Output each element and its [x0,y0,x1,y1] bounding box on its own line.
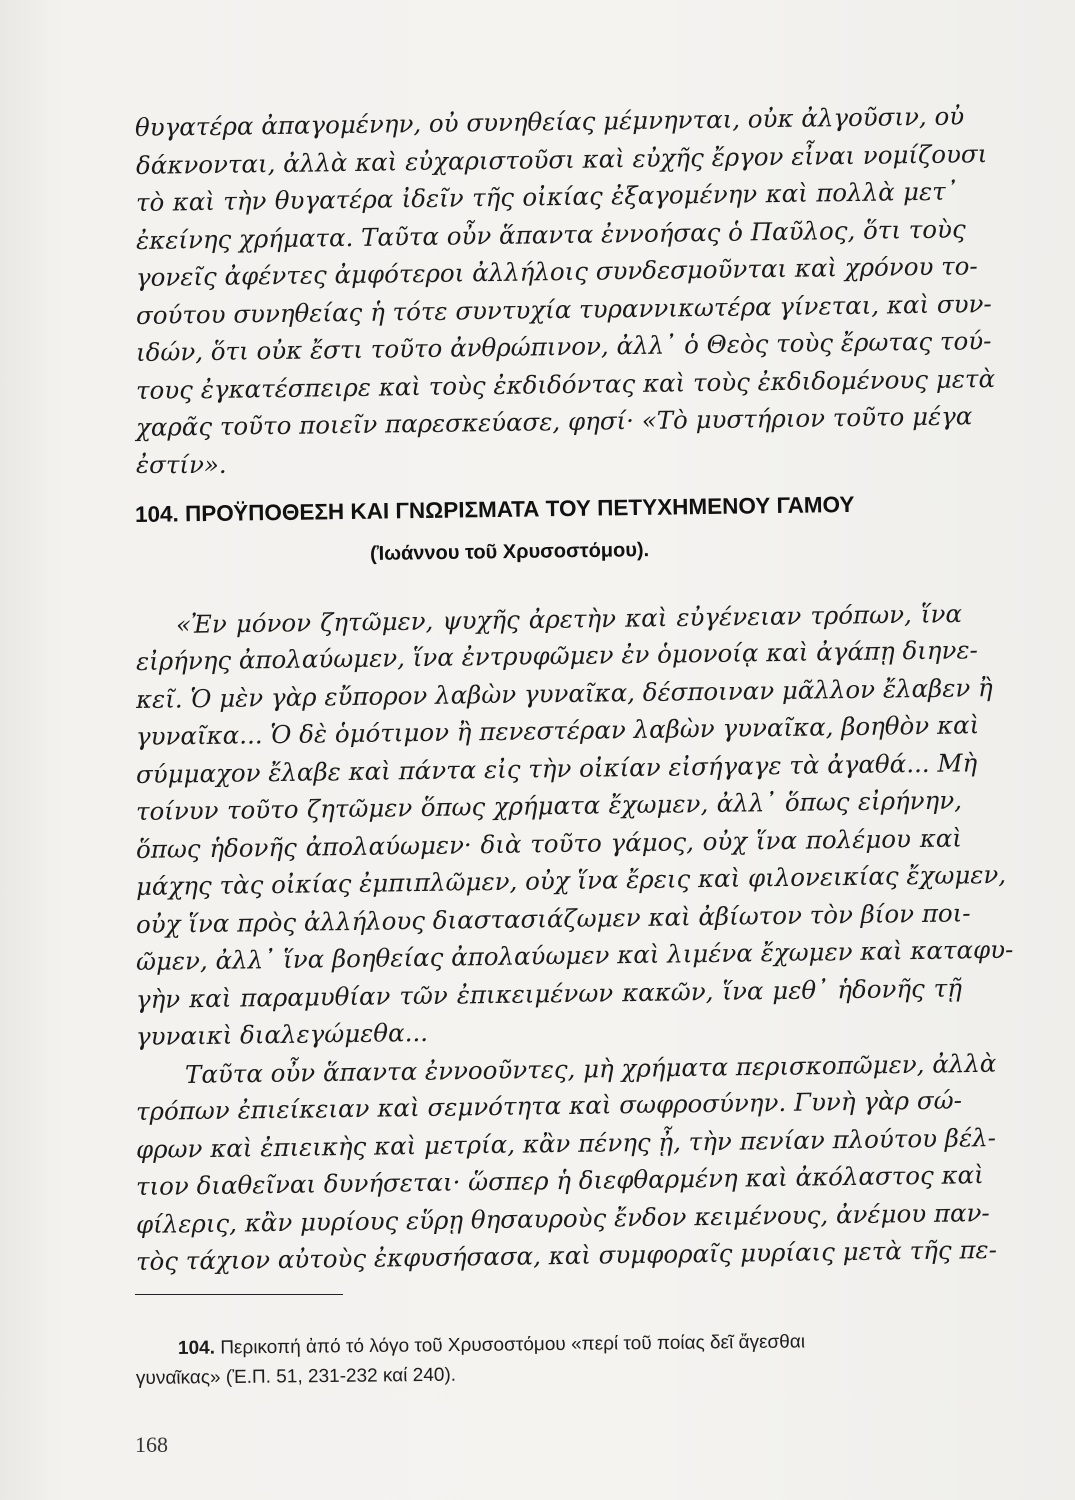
text-line: τὸς τάχιον αὐτοὺς ἐκφυσήσασα, καὶ συμφοραῖς μυρίαις μετὰ τῆς πε- [135,1234,998,1276]
text-line: μάχης τὰς οἰκίας ἐμπιπλῶμεν, οὐχ ἵνα ἔρεις καὶ φιλονεικίας ἔχωμεν, [135,859,1007,901]
section-subtitle: (Ἰωάννου τοῦ Χρυσοστόμου). [369,539,650,565]
text-line: θυγατέρα ἀπαγομένην, οὐ συνηθείας μέμνηνται, οὐκ ἀλγοῦσιν, οὐ [134,101,965,142]
text-line: ὅπως ἡδονῆς ἀπολαύωμεν· διὰ τοῦτο γάμος, οὐχ ἵνα πολέμου καὶ [135,823,963,864]
text-line: γὴν καὶ παραμυθίαν τῶν ἐπικειμένων κακῶν, ἵνα μεθ᾿ ἡδονῆς τῇ [135,973,963,1014]
text-line: δάκνονται, ἀλλὰ καὶ εὐχαριστοῦσι καὶ εὐχῆς ἔργον εἶναι νομίζουσι [135,139,988,180]
text-line: ἐκείνης χρήματα. Ταῦτα οὖν ἅπαντα ἐννοήσας ὁ Παῦλος, ὅτι τοὺς [135,214,966,255]
text-line: γυναικὶ διαλεγώμεθα... [135,1017,429,1051]
text-line: γονεῖς ἀφέντες ἀμφότεροι ἀλλήλοις συνδεσμοῦνται καὶ χρόνου το- [135,251,978,292]
text-line: τρόπων ἐπιείκειαν καὶ σεμνότητα καὶ σωφροσύνην. Γυνὴ γὰρ σώ- [135,1085,963,1126]
text-line: φίλερις, κἂν μυρίους εὕρῃ θησαυροὺς ἔνδον κειμένους, ἀνέμου παν- [135,1198,990,1239]
text-line: γυναῖκα... Ὁ δὲ ὁμότιμον ἢ πενεστέραν λαβὼν γυναῖκα, βοηθὸν καὶ [135,710,980,751]
footnote-line: γυναῖκας» (Ἐ.Π. 51, 231-232 καί 240). [135,1364,457,1389]
text-line: σούτου συνηθείας ἡ τότε συντυχία τυραννικωτέρα γίνεται, καὶ συν- [135,289,992,330]
text-line: τὸ καὶ τὴν θυγατέρα ἰδεῖν τῆς οἰκίας ἐξαγομένην καὶ πολλὰ μετ᾿ [135,176,959,217]
text-line: χαρᾶς τοῦτο ποιεῖν παρεσκεύασε, φησί· «Τὸ μυστήριον τοῦτο μέγα [135,401,973,442]
text-line: φρων καὶ ἐπιεικὴς καὶ μετρία, κἂν πένης ᾖ, τὴν πενίαν πλούτου βέλ- [135,1122,997,1164]
page-number: 168 [135,1432,168,1457]
footnote-number: 104. [177,1337,216,1359]
text-line: ιδών, ὅτι οὐκ ἔστι τοῦτο ἀνθρώπινον, ἀλλ᾿ ὁ Θεὸς τοὺς ἔρωτας τού- [135,326,992,367]
text-line: σύμμαχον ἔλαβε καὶ πάντα εἰς τὴν οἰκίαν εἰσήγαγε τὰ ἀγαθά... Μὴ [135,748,978,789]
text-line: τους ἐγκατέσπειρε καὶ τοὺς ἐκδιδόντας καὶ τοὺς ἐκδιδομένους μετὰ [135,364,996,405]
text-line: κεῖ. Ὁ μὲν γὰρ εὔπορον λαβὼν γυναῖκα, δέσποιναν μᾶλλον ἔλαβεν ἢ [135,673,993,714]
footnote-line [178,1329,805,1362]
text-line: ἐστίν». [136,450,227,479]
text-line: εἰρήνης ἀπολαύωμεν, ἵνα ἐντρυφῶμεν ἐν ὁμονοίᾳ καὶ ἀγάπῃ διηνε- [135,635,979,676]
footnote-rule [135,1294,343,1295]
footnote-text: Περικοπή ἀπό τό λόγο τοῦ Χρυσοστόμου «περί τοῦ ποίας δεῖ ἄγεσθαι [220,1331,806,1359]
section-title: 104. ΠΡΟΫΠΟΘΕΣΗ ΚΑΙ ΓΝΩΡΙΣΜΑΤΑ ΤΟΥ ΠΕΤΥΧΗΜΕΝΟΥ ΓΑΜΟΥ [134,491,855,527]
text-line: Ταῦτα οὖν ἅπαντα ἐννοοῦντες, μὴ χρήματα περισκοπῶμεν, ἀλλὰ [184,1048,997,1089]
text-line: τιον διαθεῖναι δυνήσεται· ὥσπερ ἡ διεφθαρμένη καὶ ἀκόλαστος καὶ [135,1160,984,1201]
text-line: «Ἐν μόνον ζητῶμεν, ψυχῆς ἀρετὴν καὶ εὐγένειαν τρόπων, ἵνα [175,599,963,639]
text-line: ῶμεν, ἀλλ᾿ ἵνα βοηθείας ἀπολαύωμεν καὶ λιμένα ἔχωμεν καὶ καταφυ- [135,934,1014,976]
text-line: τοίνυν τοῦτο ζητῶμεν ὅπως χρήματα ἔχωμεν, ἀλλ᾿ ὅπως εἰρήνην, [135,785,963,826]
text-line: οὐχ ἵνα πρὸς ἀλλήλους διαστασιάζωμεν καὶ ἀβίωτον τὸν βίον ποι- [135,898,971,939]
